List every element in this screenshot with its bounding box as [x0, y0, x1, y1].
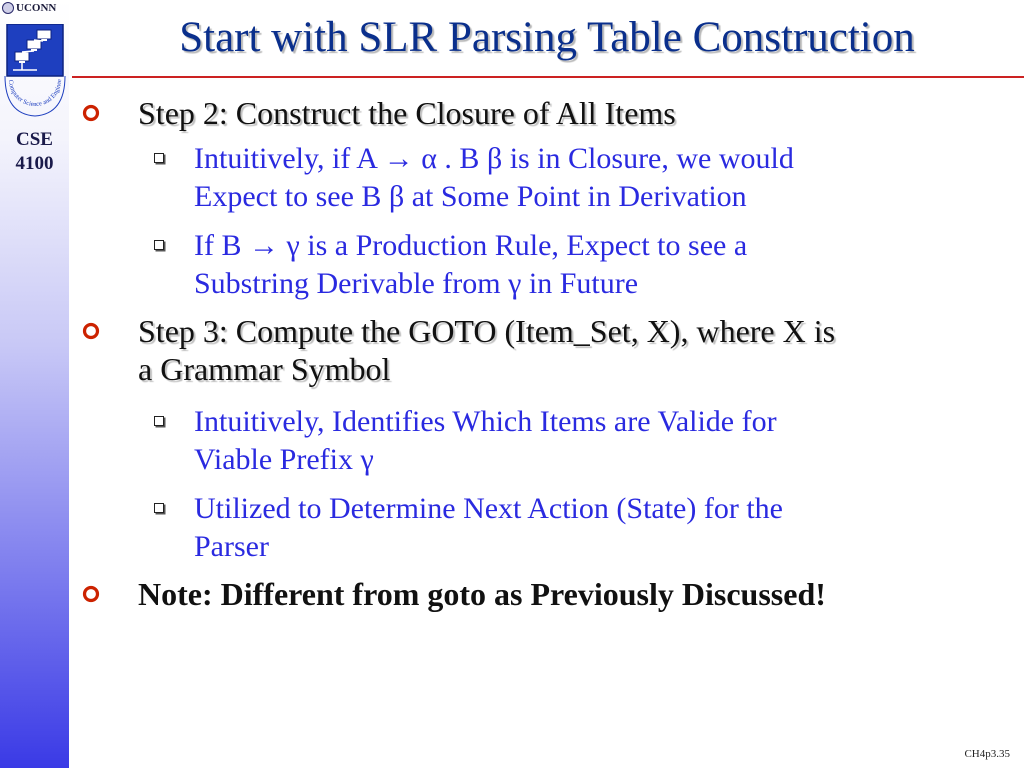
- sub-bullet-next-action: [194, 490, 1014, 566]
- hollow-square-bullet-icon: [154, 503, 164, 513]
- sidebar: [0, 0, 69, 768]
- sub-bullet-line: Parser: [194, 530, 269, 563]
- sub-bullet-closure-intuition: [194, 140, 1014, 216]
- sub-bullet-line: Substring Derivable from γ in Future: [194, 267, 639, 300]
- sub-bullet-line: Intuitively, Identifies Which Items are Valide for: [194, 405, 777, 438]
- sub-bullet-line: Utilized to Determine Next Action (State) for the: [194, 492, 783, 525]
- course-code: [0, 128, 69, 176]
- hollow-square-bullet-icon: [154, 153, 164, 163]
- uconn-logo: [2, 2, 56, 14]
- hollow-circle-bullet-icon: [82, 585, 100, 603]
- bullet-step-2: Step 2: Construct the Closure of All Items: [138, 95, 676, 131]
- hollow-square-bullet-icon: [154, 240, 164, 250]
- course-number: 4100: [15, 153, 54, 174]
- course-subject: CSE: [16, 129, 53, 150]
- sub-bullet-line: Intuitively, if A → α . B β is in Closure, we would: [194, 142, 794, 175]
- sub-bullet-line: Viable Prefix γ: [194, 443, 374, 476]
- sub-bullet-production-rule: [194, 227, 1014, 303]
- network-computers-logo-icon: [3, 24, 67, 120]
- hollow-circle-bullet-icon: [82, 322, 100, 340]
- logo-ring-text: Computer Science and Enginee: [6, 79, 64, 109]
- org-name: UCONN: [16, 2, 57, 14]
- slide-number: CH4p3.35: [964, 748, 1010, 760]
- bullet-line: a Grammar Symbol: [138, 351, 391, 387]
- title-divider: [72, 76, 1024, 78]
- slide-title: Start with SLR Parsing Table Construction: [179, 14, 915, 61]
- hollow-circle-bullet-icon: [82, 104, 100, 122]
- bullet-line: Step 3: Compute the GOTO (Item_Set, X), where X is: [138, 313, 836, 349]
- bullet-step-3: [138, 312, 1014, 388]
- uconn-seal-icon: [2, 2, 14, 14]
- bullet-note: Note: Different from goto as Previously Discussed!: [138, 576, 826, 612]
- sub-bullet-line: Expect to see B β at Some Point in Derivation: [194, 180, 747, 213]
- sub-bullet-line: If B → γ is a Production Rule, Expect to see a: [194, 229, 748, 262]
- sub-bullet-goto-intuition: [194, 403, 1014, 479]
- hollow-square-bullet-icon: [154, 416, 164, 426]
